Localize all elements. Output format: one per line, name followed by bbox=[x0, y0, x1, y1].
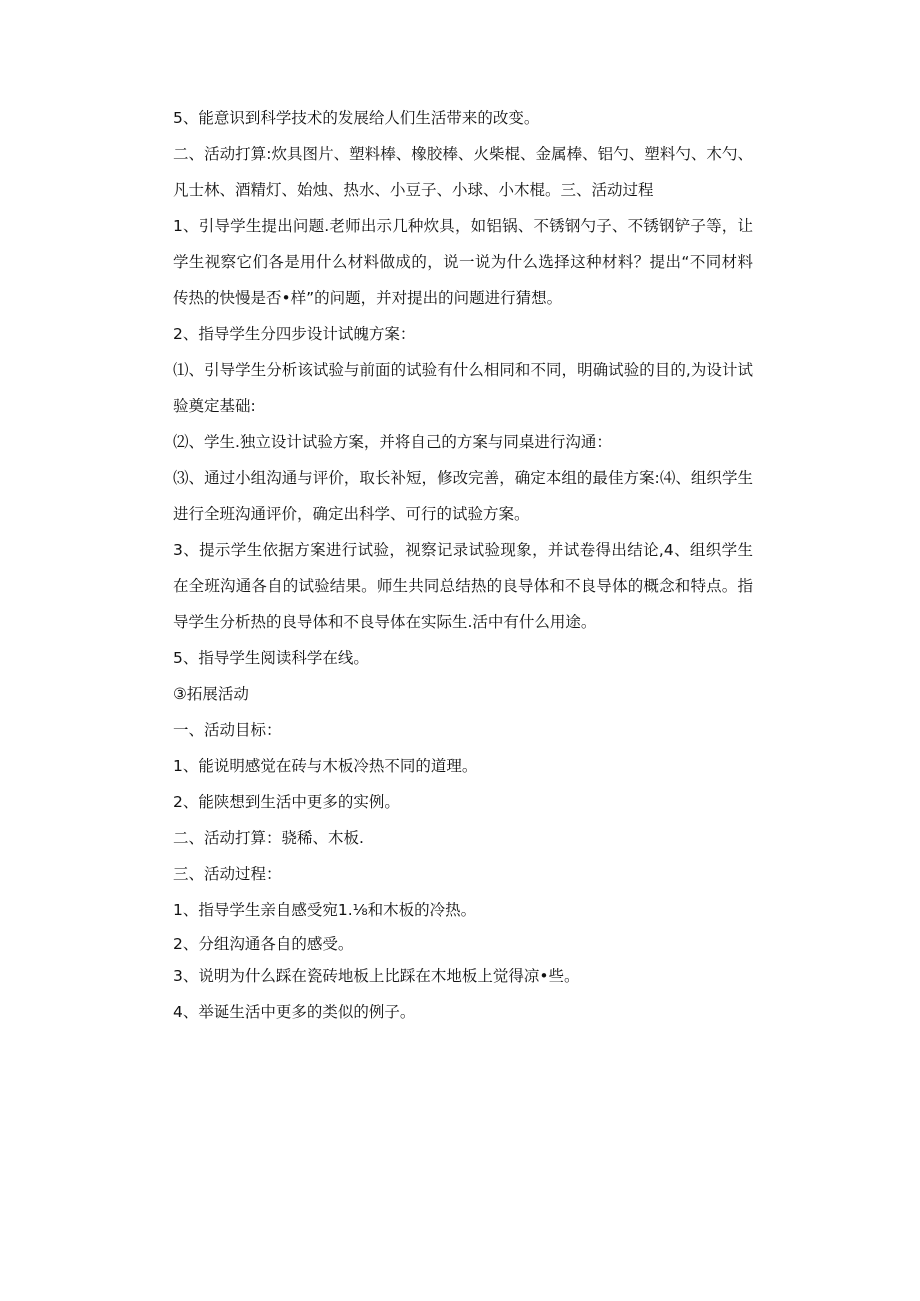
paragraph-extension-step-3: 3、说明为什么踩在瓷砖地板上比踩在木地板上觉得凉•些。 bbox=[173, 967, 580, 985]
document-body bbox=[173, 100, 753, 1030]
heading-activity-process: 三、活动过程： bbox=[173, 865, 282, 883]
paragraph-extension-step-2: 2、分组沟通各自的感受。 bbox=[173, 935, 354, 953]
paragraph-step-3-4: 3、提示学生依据方案进行试验，视察记录试验现象，并试卷得出结论,4、组织学生在全班沟通各自的试验结果。师生共同总结热的良导体和不良导体的概念和特点。指导学生分析热的良导体和不良导体在实际生.活中有什么用途。 bbox=[173, 541, 753, 631]
paragraph-extension-goal-2: 2、能陕想到生活中更多的实例。 bbox=[173, 793, 400, 811]
paragraph-step-1: 1、引导学生提出问题.老师出示几种炊具，如铝锅、不锈钢勺子、不锈钢铲子等，让学生视察它们各是用什么材料做成的，说一说为什么选择这种材料？提出“不同材料传热的快慢是否•样”的问题，并对提出的问题进行猜想。 bbox=[173, 217, 753, 307]
paragraph-extension-goal-1: 1、能说明感觉在砖与木板冷热不同的道理。 bbox=[173, 757, 478, 775]
paragraph-step-5: 5、指导学生阅读科学在线。 bbox=[173, 649, 369, 667]
paragraph-extension-preparation: 二、活动打算：骁稀、木板. bbox=[173, 829, 364, 847]
paragraph-substep-1: ⑴、引导学生分析该试验与前面的试验有什么相同和不同，明确试验的目的,为设计试验奠定基础: bbox=[173, 361, 753, 415]
paragraph-extension-step-4: 4、举诞生活中更多的类似的例子。 bbox=[173, 1003, 416, 1021]
section-heading-extension: ③拓展活动 bbox=[173, 685, 249, 703]
paragraph-goal-5: 5、能意识到科学技术的发展给人们生活带来的改变。 bbox=[173, 109, 540, 127]
paragraph-extension-step-1: 1、指导学生亲自感受宛1.⅛和木板的冷热。 bbox=[173, 901, 477, 919]
heading-activity-goals: 一、活动目标： bbox=[173, 721, 282, 739]
paragraph-preparation: 二、活动打算:炊具图片、塑料棒、橡胶棒、火柴棍、金属棒、铝勺、塑料勺、木勺、凡士林、酒精灯、始烛、热水、小豆子、小球、小木棍。三、活动过程 bbox=[173, 145, 753, 199]
paragraph-substep-3-4: ⑶、通过小组沟通与评价，取长补短，修改完善，确定本组的最佳方案:⑷、组织学生进行全班沟通评价，确定出科学、可行的试验方案。 bbox=[173, 469, 753, 523]
paragraph-step-2: 2、指导学生分四步设计试魄方案： bbox=[173, 325, 416, 343]
paragraph-substep-2: ⑵、学生.独立设计试验方案，并将自己的方案与同桌进行沟通： bbox=[173, 433, 612, 451]
